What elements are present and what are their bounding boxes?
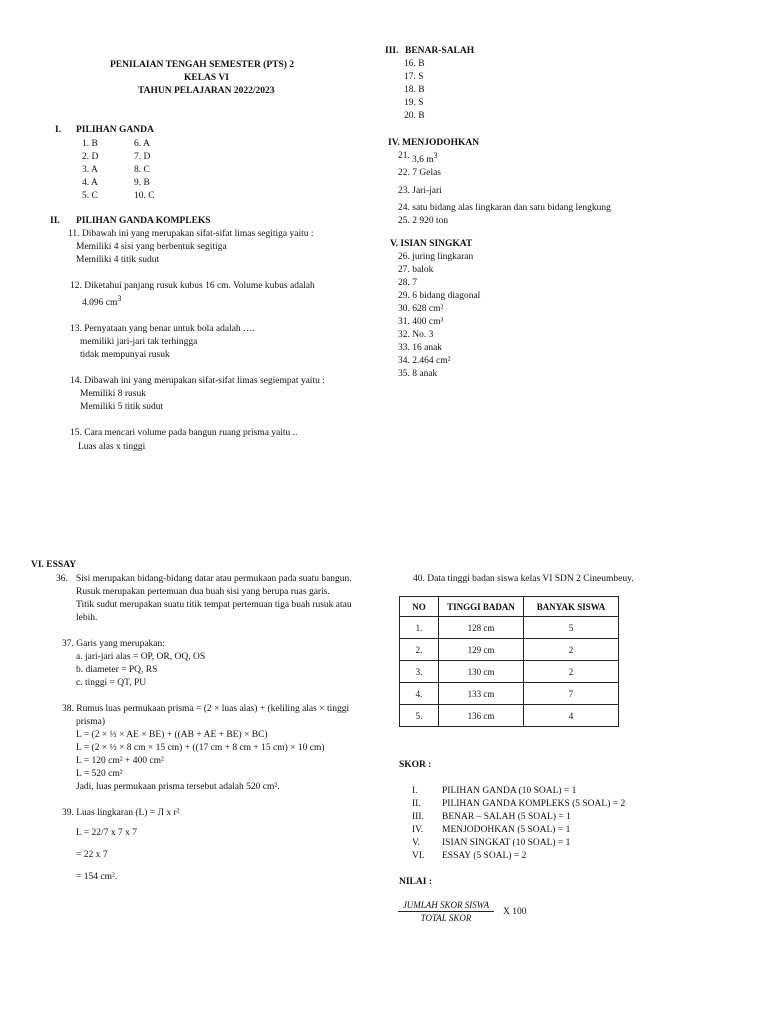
question-14: 14. Dibawah ini yang merupakan sifat-sifat limas segiempat yaitu : [70,376,325,386]
essay-38-line-6: L = 520 cm² [76,769,123,779]
essay-36-line-1: Sisi merupakan bidang-bidang datar atau permukaan pada suatu bangun. [76,574,352,584]
answer-32: 32. No. 3 [398,330,434,340]
table-cell: 2. [400,639,439,661]
skor-item-2: PILIHAN GANDA KOMPLEKS (5 SOAL) = 2 [442,799,626,809]
answer-3: 3. A [82,165,98,175]
height-data-table [399,596,619,727]
answer-17: 17. S [404,72,424,82]
table-cell: 2 [524,661,619,683]
essay-37-line-4: c. tinggi = QT, PU [76,678,147,688]
answer-6: 6. A [134,139,150,149]
answer-27: 27. balok [398,265,434,275]
question-15: 15. Cara mencari volume pada bangun ruang prisma yaitu .. [70,428,298,438]
answer-28: 28. 7 [398,278,417,288]
answer-23: 23. Jari-jari [398,186,442,196]
nilai-numerator: JUMLAH SKOR SISWA [398,900,494,912]
table-header-cell: BANYAK SISWA [524,597,619,617]
table-header-cell: NO [400,597,439,617]
answer-18: 18. B [404,85,425,95]
section-1-number: I. [55,125,62,135]
essay-36-number: 36. [56,574,68,584]
table-header-cell: TINGGI BADAN [439,597,524,617]
essay-36-line-3: Titik sudut merupakan suatu titik tempat pertemuan tiga buah rusuk atau [76,600,352,610]
table-row [400,661,619,683]
table-cell: 3. [400,661,439,683]
section-2-title: PILIHAN GANDA KOMPLEKS [76,216,211,226]
table-row [400,705,619,727]
essay-37-line-1: 37. Garis yang merupakan: [62,639,165,649]
table-cell: 133 cm [439,683,524,705]
answer-9: 9. B [134,178,150,188]
essay-38-line-1: 38. Rumus luas permukaan prisma = (2 × luas alas) + (keliling alas × tinggi [62,704,350,714]
answer-4: 4. A [82,178,98,188]
section-1-title: PILIHAN GANDA [76,125,154,135]
answer-33: 33. 16 anak [398,343,443,353]
answer-14a: Memiliki 8 rusuk [80,389,146,399]
essay-36-line-2: Rusuk merupakan pertemuan dua buah sisi yang berupa ruas garis. [76,587,330,597]
answer-24: 24. satu bidang alas lingkaran dan satu bidang lengkung [398,203,611,213]
answer-29: 29. 6 bidang diagonal [398,291,481,301]
section-2-number: II. [50,216,60,226]
nilai-multiplier: X 100 [503,907,527,917]
header-line-1: PENILAIAN TENGAH SEMESTER (PTS) 2 [110,60,295,70]
answer-11b: Memiliki 4 titik sudut [76,255,160,265]
essay-39-line-3: = 22 x 7 [76,850,108,860]
answer-31: 31. 400 cm³ [398,317,444,327]
answer-1: 1. B [82,139,98,149]
answer-14b: Memiliki 5 titik sudut [80,402,164,412]
table-cell: 4 [524,705,619,727]
answer-30: 30. 628 cm² [398,304,444,314]
skor-num-2: II. [412,799,421,809]
table-row [400,639,619,661]
essay-38-line-5: L = 120 cm² + 400 cm² [76,756,164,766]
essay-39-line-4: = 154 cm². [76,872,118,882]
table-cell: 2 [524,639,619,661]
essay-37-line-3: b. diameter = PQ, RS [76,665,158,675]
essay-39-line-1: 39. Luas lingkaran (L) = Л x r² [62,808,180,818]
section-6-title: VI. ESSAY [31,560,77,570]
table-cell: 130 cm [439,661,524,683]
answer-19: 19. S [404,98,424,108]
nilai-formula [398,900,494,923]
table-row [400,683,619,705]
question-11: 11. Dibawah ini yang merupakan sifat-sifat limas segitiga yaitu : [68,229,314,239]
answer-26: 26. juring lingkaran [398,252,474,262]
answer-15: Luas alas x tinggi [78,442,146,452]
answer-22: 22. 7 Gelas [398,168,442,178]
table-cell: 4. [400,683,439,705]
table-cell: 129 cm [439,639,524,661]
answer-35: 35. 8 anak [398,369,438,379]
skor-num-3: III. [412,812,424,822]
section-5-title: V. ISIAN SINGKAT [390,239,473,249]
essay-38-line-2: prisma) [76,717,106,727]
table-cell: 128 cm [439,617,524,639]
skor-item-1: PILIHAN GANDA (10 SOAL) = 1 [442,786,577,796]
section-3-title: BENAR-SALAH [405,46,475,56]
section-3-number: III. [385,46,399,56]
essay-38-line-7: Jadi, luas permukaan prisma tersebut adalah 520 cm². [76,782,280,792]
answer-21: 3,6 $m^3$ [412,150,438,165]
answer-34: 34. 2.464 cm² [398,356,451,366]
essay-38-line-3: L = (2 × ½ × AE × BE) + ((AB + AE + BE) × BC) [76,730,268,740]
skor-num-4: IV. [412,825,424,835]
skor-item-6: ESSAY (5 SOAL) = 2 [442,851,527,861]
table-cell: 5. [400,705,439,727]
answer-13b: tidak mempunyai rusuk [80,350,170,360]
essay-39-line-2: L = 22/7 x 7 x 7 [76,828,137,838]
question-12: 12. Diketahui panjang rusuk kubus 16 cm. Volume kubus adalah [70,281,315,291]
answer-8: 8. C [134,165,150,175]
skor-title: SKOR : [399,760,432,770]
answer-21-number: 21. [398,151,410,161]
answer-13a: memiliki jari-jari tak terhingga [80,337,198,347]
answer-7: 7. D [134,152,151,162]
skor-num-1: I. [412,786,418,796]
skor-num-6: VI. [412,851,425,861]
table-cell: 7 [524,683,619,705]
answer-20: 20. B [404,111,425,121]
essay-36-line-4: lebih. [76,613,98,623]
answer-5: 5. C [82,191,98,201]
section-4-title: IV. MENJODOHKAN [388,138,480,148]
skor-item-5: ISIAN SINGKAT (10 SOAL) = 1 [442,838,571,848]
table-row [400,617,619,639]
answer-16: 16. B [404,59,425,69]
answer-2: 2. D [82,152,99,162]
table-cell: 136 cm [439,705,524,727]
answer-25: 25. 2 920 ton [398,216,449,226]
table-header-row [400,597,619,617]
skor-num-5: V. [412,838,421,848]
header-line-3: TAHUN PELAJARAN 2022/2023 [138,86,275,96]
answer-10: 10. C [134,191,155,201]
skor-item-4: MENJODOHKAN (5 SOAL) = 1 [442,825,571,835]
nilai-denominator: TOTAL SKOR [420,913,472,923]
table-cell: 1. [400,617,439,639]
table-cell: 5 [524,617,619,639]
header-line-2: KELAS VI [184,73,229,83]
answer-12: 4.096 $cm^3$ [82,293,122,308]
question-13: 13. Pernyataan yang benar untuk bola adalah …. [70,324,255,334]
essay-37-line-2: a. jari-jari alas = OP, OR, OQ, OS [76,652,206,662]
essay-38-line-4: L = (2 × ½ × 8 cm × 15 cm) + ((17 cm + 8 cm + 15 cm) × 10 cm) [76,743,325,753]
nilai-title: NILAI : [399,877,432,887]
skor-item-3: BENAR – SALAH (5 SOAL) = 1 [442,812,571,822]
answer-11a: Memiliki 4 sisi yang berbentuk segitiga [76,242,227,252]
essay-40-text: 40. Data tinggi badan siswa kelas VI SDN 2 Cineumbeuy. [413,574,634,584]
